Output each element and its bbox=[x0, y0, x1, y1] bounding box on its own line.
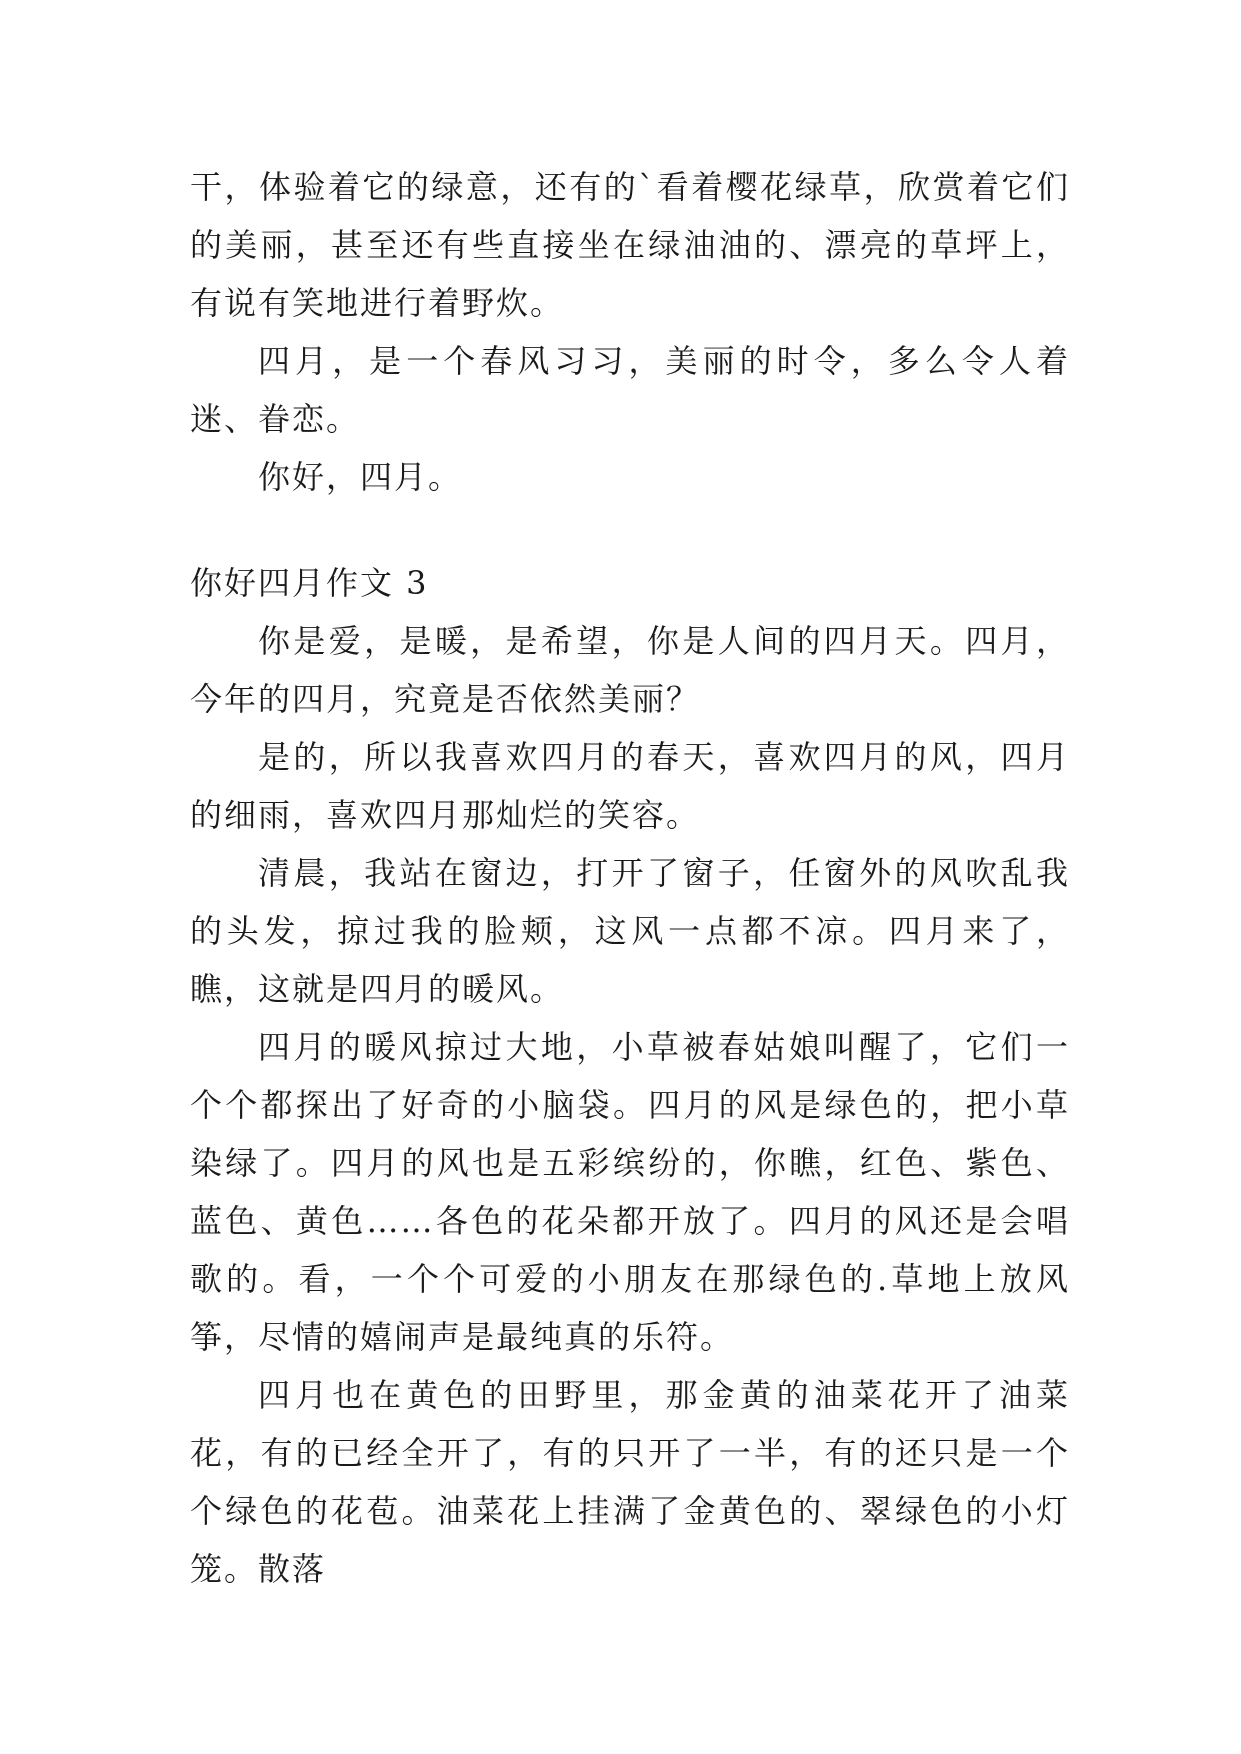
section-heading: 你好四月作文 3 bbox=[190, 564, 429, 602]
paragraph-1: 干，体验着它的绿意，还有的`看着樱花绿草，欣赏着它们的美丽，甚至还有些直接坐在绿油油的、漂亮的草坪上，有说有笑地进行着野炊。 bbox=[190, 168, 1070, 322]
paragraph-7: 四月的暖风掠过大地，小草被春姑娘叫醒了，它们一个个都探出了好奇的小脑袋。四月的风是绿色的，把小草染绿了。四月的风也是五彩缤纷的，你瞧，红色、紫色、蓝色、黄色……各色的花朵都开放了。四月的风还是会唱歌的。看，一个个可爱的小朋友在那绿色的.草地上放风筝，尽情的嬉闹声是最纯真的乐符。 bbox=[190, 1028, 1070, 1356]
paragraph-3: 你好，四月。 bbox=[258, 458, 463, 496]
paragraph-8: 四月也在黄色的田野里，那金黄的油菜花开了油菜花，有的已经全开了，有的只开了一半，有的还只是一个个绿色的花苞。油菜花上挂满了金黄色的、翠绿色的小灯笼。散落 bbox=[190, 1376, 1070, 1588]
document-page bbox=[190, 158, 1070, 1598]
paragraph-6: 清晨，我站在窗边，打开了窗子，任窗外的风吹乱我的头发，掠过我的脸颊，这风一点都不凉。四月来了，瞧，这就是四月的暖风。 bbox=[190, 854, 1070, 1008]
paragraph-2: 四月，是一个春风习习，美丽的时令，多么令人着迷、眷恋。 bbox=[190, 342, 1070, 438]
paragraph-4: 你是爱，是暖，是希望，你是人间的四月天。四月，今年的四月，究竟是否依然美丽？ bbox=[190, 622, 1070, 718]
paragraph-5: 是的，所以我喜欢四月的春天，喜欢四月的风，四月的细雨，喜欢四月那灿烂的笑容。 bbox=[190, 738, 1070, 834]
